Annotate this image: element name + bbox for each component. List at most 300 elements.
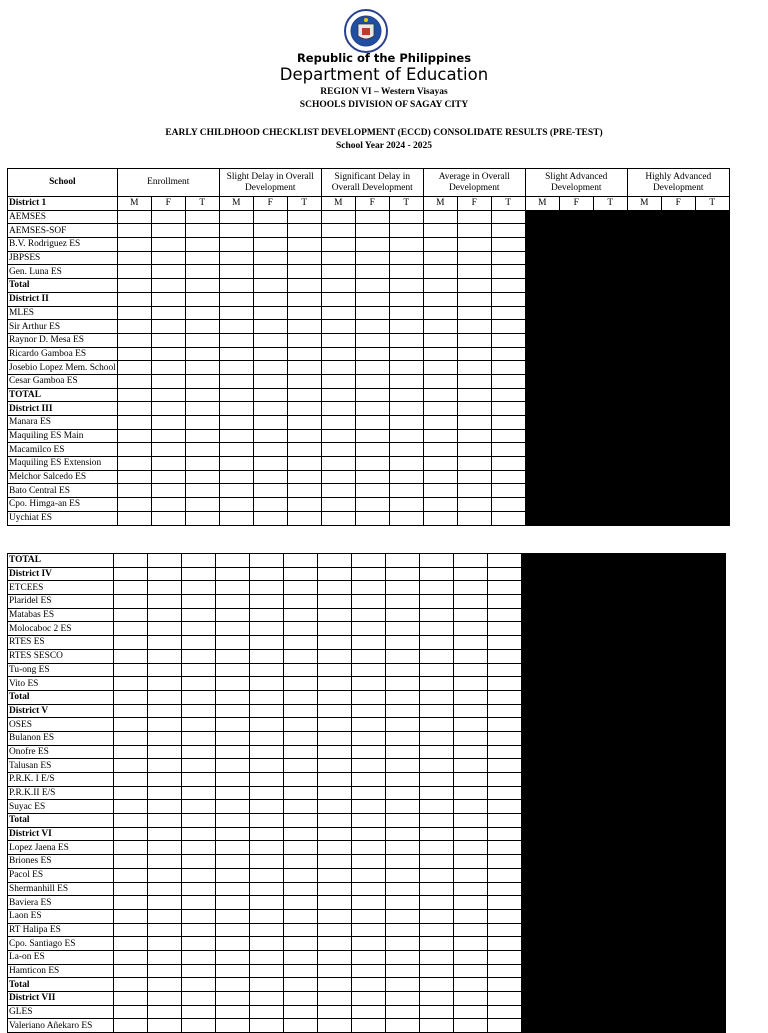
table-cell	[185, 238, 219, 252]
table-cell	[488, 964, 522, 978]
table-cell	[692, 649, 726, 663]
table-cell	[148, 827, 182, 841]
table-cell	[216, 1005, 250, 1019]
table-cell	[253, 210, 287, 224]
table-cell	[386, 554, 420, 568]
table-cell	[148, 978, 182, 992]
table-cell	[457, 361, 491, 375]
table-row	[8, 374, 730, 388]
table-cell	[182, 581, 216, 595]
table-cell	[658, 581, 692, 595]
table-cell	[658, 882, 692, 896]
table-cell	[559, 429, 593, 443]
table-cell	[185, 498, 219, 512]
table-cell	[182, 937, 216, 951]
table-cell	[525, 333, 559, 347]
table-cell	[695, 402, 729, 416]
table-cell	[556, 923, 590, 937]
table-cell	[185, 457, 219, 471]
table-cell	[525, 265, 559, 279]
table-cell	[117, 402, 151, 416]
table-cell	[284, 581, 318, 595]
table-cell	[559, 238, 593, 252]
table-cell	[182, 663, 216, 677]
table-cell	[627, 374, 661, 388]
row-name: Manara ES	[8, 416, 118, 430]
table-cell	[624, 608, 658, 622]
table-cell	[287, 333, 321, 347]
table-cell	[114, 759, 148, 773]
table-cell	[454, 663, 488, 677]
table-cell	[114, 882, 148, 896]
table-cell	[284, 937, 318, 951]
table-cell	[488, 909, 522, 923]
table-cell	[216, 554, 250, 568]
table-cell	[355, 306, 389, 320]
table-cell	[216, 581, 250, 595]
table-cell	[216, 677, 250, 691]
table-cell	[216, 964, 250, 978]
table-cell	[590, 677, 624, 691]
table-cell	[185, 265, 219, 279]
table-cell	[590, 868, 624, 882]
table-cell	[151, 416, 185, 430]
table-cell	[355, 484, 389, 498]
table-cell	[352, 608, 386, 622]
table-cell	[185, 484, 219, 498]
table-cell	[488, 841, 522, 855]
table-cell	[386, 1005, 420, 1019]
row-name: Gen. Luna ES	[8, 265, 118, 279]
table-cell	[287, 511, 321, 525]
table-cell	[216, 731, 250, 745]
table-cell	[556, 663, 590, 677]
table-cell	[216, 595, 250, 609]
table-cell	[658, 745, 692, 759]
table-cell	[488, 814, 522, 828]
table-cell	[658, 731, 692, 745]
table-cell	[457, 292, 491, 306]
table-cell	[114, 814, 148, 828]
table-cell	[386, 759, 420, 773]
table-cell	[114, 636, 148, 650]
table-cell	[287, 361, 321, 375]
table-cell	[318, 718, 352, 732]
table-cell	[352, 567, 386, 581]
table-cell	[117, 498, 151, 512]
table-cell	[182, 718, 216, 732]
table-cell	[151, 251, 185, 265]
table-cell	[321, 402, 355, 416]
table-cell	[590, 937, 624, 951]
table-row	[8, 882, 726, 896]
table-cell	[658, 978, 692, 992]
table-cell	[352, 649, 386, 663]
table-cell	[386, 909, 420, 923]
table-cell	[185, 292, 219, 306]
table-cell	[593, 347, 627, 361]
row-name: Tu-ong ES	[8, 663, 114, 677]
table-cell	[559, 511, 593, 525]
table-cell	[114, 718, 148, 732]
table-cell	[692, 759, 726, 773]
table-cell	[114, 622, 148, 636]
table-cell	[522, 663, 556, 677]
table-row	[8, 567, 726, 581]
table-cell	[216, 773, 250, 787]
subcolumn-header: F	[151, 197, 185, 211]
table-cell	[590, 636, 624, 650]
table-cell	[488, 636, 522, 650]
subcolumn-header: T	[491, 197, 525, 211]
table-row	[8, 224, 730, 238]
table-cell	[250, 882, 284, 896]
table-cell	[522, 814, 556, 828]
row-name: Valeriano Añekaro ES	[8, 1019, 114, 1033]
table-cell	[556, 731, 590, 745]
table-cell	[250, 964, 284, 978]
row-name: Total	[8, 279, 118, 293]
table-row	[8, 677, 726, 691]
table-cell	[590, 759, 624, 773]
table-cell	[556, 814, 590, 828]
table-cell	[250, 1005, 284, 1019]
row-name: GLES	[8, 1005, 114, 1019]
table-cell	[627, 484, 661, 498]
table-cell	[148, 909, 182, 923]
table-row	[8, 690, 726, 704]
table-cell	[423, 498, 457, 512]
table-cell	[216, 827, 250, 841]
table-row	[8, 937, 726, 951]
table-cell	[151, 470, 185, 484]
table-cell	[321, 511, 355, 525]
table-cell	[491, 306, 525, 320]
table-cell	[624, 992, 658, 1006]
table-cell	[522, 855, 556, 869]
table-cell	[525, 279, 559, 293]
table-cell	[522, 909, 556, 923]
table-cell	[457, 429, 491, 443]
table-cell	[420, 1019, 454, 1033]
table-cell	[185, 279, 219, 293]
table-cell	[148, 855, 182, 869]
table-cell	[559, 470, 593, 484]
row-name: MLES	[8, 306, 118, 320]
table-cell	[216, 950, 250, 964]
table-cell	[454, 827, 488, 841]
table-cell	[627, 429, 661, 443]
table-cell	[420, 704, 454, 718]
table-cell	[658, 800, 692, 814]
table-cell	[454, 868, 488, 882]
table-cell	[590, 773, 624, 787]
table-cell	[355, 292, 389, 306]
table-cell	[253, 306, 287, 320]
table-cell	[148, 704, 182, 718]
table-cell	[525, 224, 559, 238]
table-cell	[287, 292, 321, 306]
subcolumn-header: M	[627, 197, 661, 211]
table-cell	[321, 292, 355, 306]
table-cell	[182, 978, 216, 992]
table-cell	[454, 718, 488, 732]
table-cell	[389, 402, 423, 416]
row-name: AEMSES	[8, 210, 118, 224]
table-cell	[284, 868, 318, 882]
table-cell	[250, 608, 284, 622]
table-cell	[556, 841, 590, 855]
table-cell	[556, 855, 590, 869]
table-cell	[454, 855, 488, 869]
table-cell	[284, 636, 318, 650]
table-cell	[355, 210, 389, 224]
table-cell	[522, 841, 556, 855]
row-name: Shermanhill ES	[8, 882, 114, 896]
table-cell	[457, 333, 491, 347]
table-cell	[355, 279, 389, 293]
table-cell	[355, 374, 389, 388]
table-cell	[590, 745, 624, 759]
table-cell	[692, 950, 726, 964]
table-cell	[386, 814, 420, 828]
row-name: OSES	[8, 718, 114, 732]
table-cell	[321, 416, 355, 430]
table-cell	[695, 279, 729, 293]
table-cell	[352, 554, 386, 568]
table-cell	[318, 649, 352, 663]
table-row	[8, 950, 726, 964]
table-cell	[556, 677, 590, 691]
table-cell	[658, 923, 692, 937]
table-cell	[250, 581, 284, 595]
table-cell	[318, 581, 352, 595]
table-cell	[593, 306, 627, 320]
table-cell	[352, 759, 386, 773]
row-name: RTES SESCO	[8, 649, 114, 663]
table-cell	[488, 923, 522, 937]
table-cell	[423, 279, 457, 293]
table-cell	[151, 402, 185, 416]
table-cell	[692, 622, 726, 636]
table-cell	[658, 773, 692, 787]
table-cell	[318, 677, 352, 691]
table-cell	[114, 964, 148, 978]
table-cell	[695, 347, 729, 361]
table-cell	[658, 554, 692, 568]
table-cell	[525, 238, 559, 252]
table-cell	[250, 814, 284, 828]
table-cell	[420, 814, 454, 828]
table-cell	[491, 443, 525, 457]
row-name: Total	[8, 978, 114, 992]
table-cell	[559, 306, 593, 320]
table-cell	[488, 992, 522, 1006]
table-cell	[423, 265, 457, 279]
row-name: Laon ES	[8, 909, 114, 923]
table-row	[8, 800, 726, 814]
table-cell	[287, 429, 321, 443]
table-cell	[284, 677, 318, 691]
table-row	[8, 306, 730, 320]
table-cell	[284, 909, 318, 923]
table-cell	[389, 292, 423, 306]
table-cell	[318, 759, 352, 773]
table-cell	[114, 786, 148, 800]
table-row	[8, 581, 726, 595]
table-cell	[491, 279, 525, 293]
table-cell	[488, 690, 522, 704]
table-cell	[593, 361, 627, 375]
table-cell	[182, 950, 216, 964]
table-cell	[692, 745, 726, 759]
table-cell	[250, 759, 284, 773]
table-cell	[250, 649, 284, 663]
table-cell	[556, 567, 590, 581]
table-cell	[185, 388, 219, 402]
table-cell	[386, 923, 420, 937]
table-cell	[250, 896, 284, 910]
table-row	[8, 251, 730, 265]
table-cell	[692, 731, 726, 745]
table-cell	[253, 443, 287, 457]
table-cell	[525, 470, 559, 484]
table-cell	[522, 608, 556, 622]
table-cell	[250, 827, 284, 841]
table-cell	[389, 388, 423, 402]
table-cell	[661, 306, 695, 320]
table-cell	[590, 855, 624, 869]
table-cell	[522, 622, 556, 636]
table-cell	[148, 841, 182, 855]
table-cell	[593, 224, 627, 238]
table-row	[8, 814, 726, 828]
table-cell	[627, 238, 661, 252]
table-cell	[318, 950, 352, 964]
table-row	[8, 896, 726, 910]
subcolumn-header: F	[253, 197, 287, 211]
table-cell	[624, 567, 658, 581]
table-row	[8, 759, 726, 773]
row-name: District VII	[8, 992, 114, 1006]
table-cell	[525, 210, 559, 224]
table-cell	[457, 457, 491, 471]
table-cell	[488, 745, 522, 759]
table-cell	[454, 1019, 488, 1033]
table-cell	[386, 773, 420, 787]
table-cell	[627, 498, 661, 512]
table-cell	[627, 279, 661, 293]
table-cell	[522, 649, 556, 663]
table-cell	[627, 347, 661, 361]
table-cell	[627, 306, 661, 320]
table-cell	[216, 882, 250, 896]
table-cell	[658, 814, 692, 828]
table-cell	[355, 470, 389, 484]
table-cell	[148, 745, 182, 759]
table-cell	[420, 554, 454, 568]
table-cell	[658, 1019, 692, 1033]
table-cell	[216, 704, 250, 718]
table-cell	[488, 759, 522, 773]
table-cell	[148, 581, 182, 595]
table-cell	[590, 718, 624, 732]
table-cell	[148, 718, 182, 732]
table-cell	[114, 731, 148, 745]
table-cell	[556, 800, 590, 814]
table-cell	[318, 773, 352, 787]
table-cell	[692, 978, 726, 992]
table-cell	[593, 279, 627, 293]
table-row	[8, 429, 730, 443]
table-cell	[423, 402, 457, 416]
table-cell	[389, 279, 423, 293]
table-cell	[556, 896, 590, 910]
table-row	[8, 704, 726, 718]
table-cell	[284, 731, 318, 745]
table-cell	[386, 663, 420, 677]
table-cell	[624, 636, 658, 650]
table-cell	[352, 841, 386, 855]
table-cell	[692, 567, 726, 581]
table-cell	[318, 992, 352, 1006]
table-cell	[593, 265, 627, 279]
table-cell	[590, 663, 624, 677]
table-cell	[420, 622, 454, 636]
table-cell	[695, 429, 729, 443]
table-cell	[525, 347, 559, 361]
table-cell	[284, 690, 318, 704]
table-row	[8, 210, 730, 224]
table-cell	[423, 429, 457, 443]
table-cell	[253, 470, 287, 484]
table-row	[8, 855, 726, 869]
table-row	[8, 265, 730, 279]
table-cell	[321, 224, 355, 238]
table-cell	[148, 759, 182, 773]
table-cell	[692, 868, 726, 882]
table-cell	[253, 484, 287, 498]
table-cell	[522, 786, 556, 800]
table-cell	[216, 896, 250, 910]
table-cell	[454, 896, 488, 910]
row-name: Uychiat ES	[8, 511, 118, 525]
table-cell	[457, 511, 491, 525]
table-cell	[216, 690, 250, 704]
table-cell	[321, 361, 355, 375]
table-cell	[216, 800, 250, 814]
table-cell	[355, 333, 389, 347]
table-cell	[454, 800, 488, 814]
row-name: Raynor D. Mesa ES	[8, 333, 118, 347]
table-cell	[250, 868, 284, 882]
table-row	[8, 841, 726, 855]
table-cell	[352, 731, 386, 745]
table-cell	[525, 511, 559, 525]
table-cell	[318, 567, 352, 581]
table-cell	[522, 773, 556, 787]
table-cell	[318, 909, 352, 923]
table-cell	[423, 292, 457, 306]
table-cell	[457, 224, 491, 238]
table-cell	[423, 457, 457, 471]
table-cell	[559, 388, 593, 402]
table-cell	[250, 622, 284, 636]
table-cell	[695, 265, 729, 279]
table-cell	[593, 388, 627, 402]
table-cell	[151, 484, 185, 498]
table-cell	[182, 855, 216, 869]
